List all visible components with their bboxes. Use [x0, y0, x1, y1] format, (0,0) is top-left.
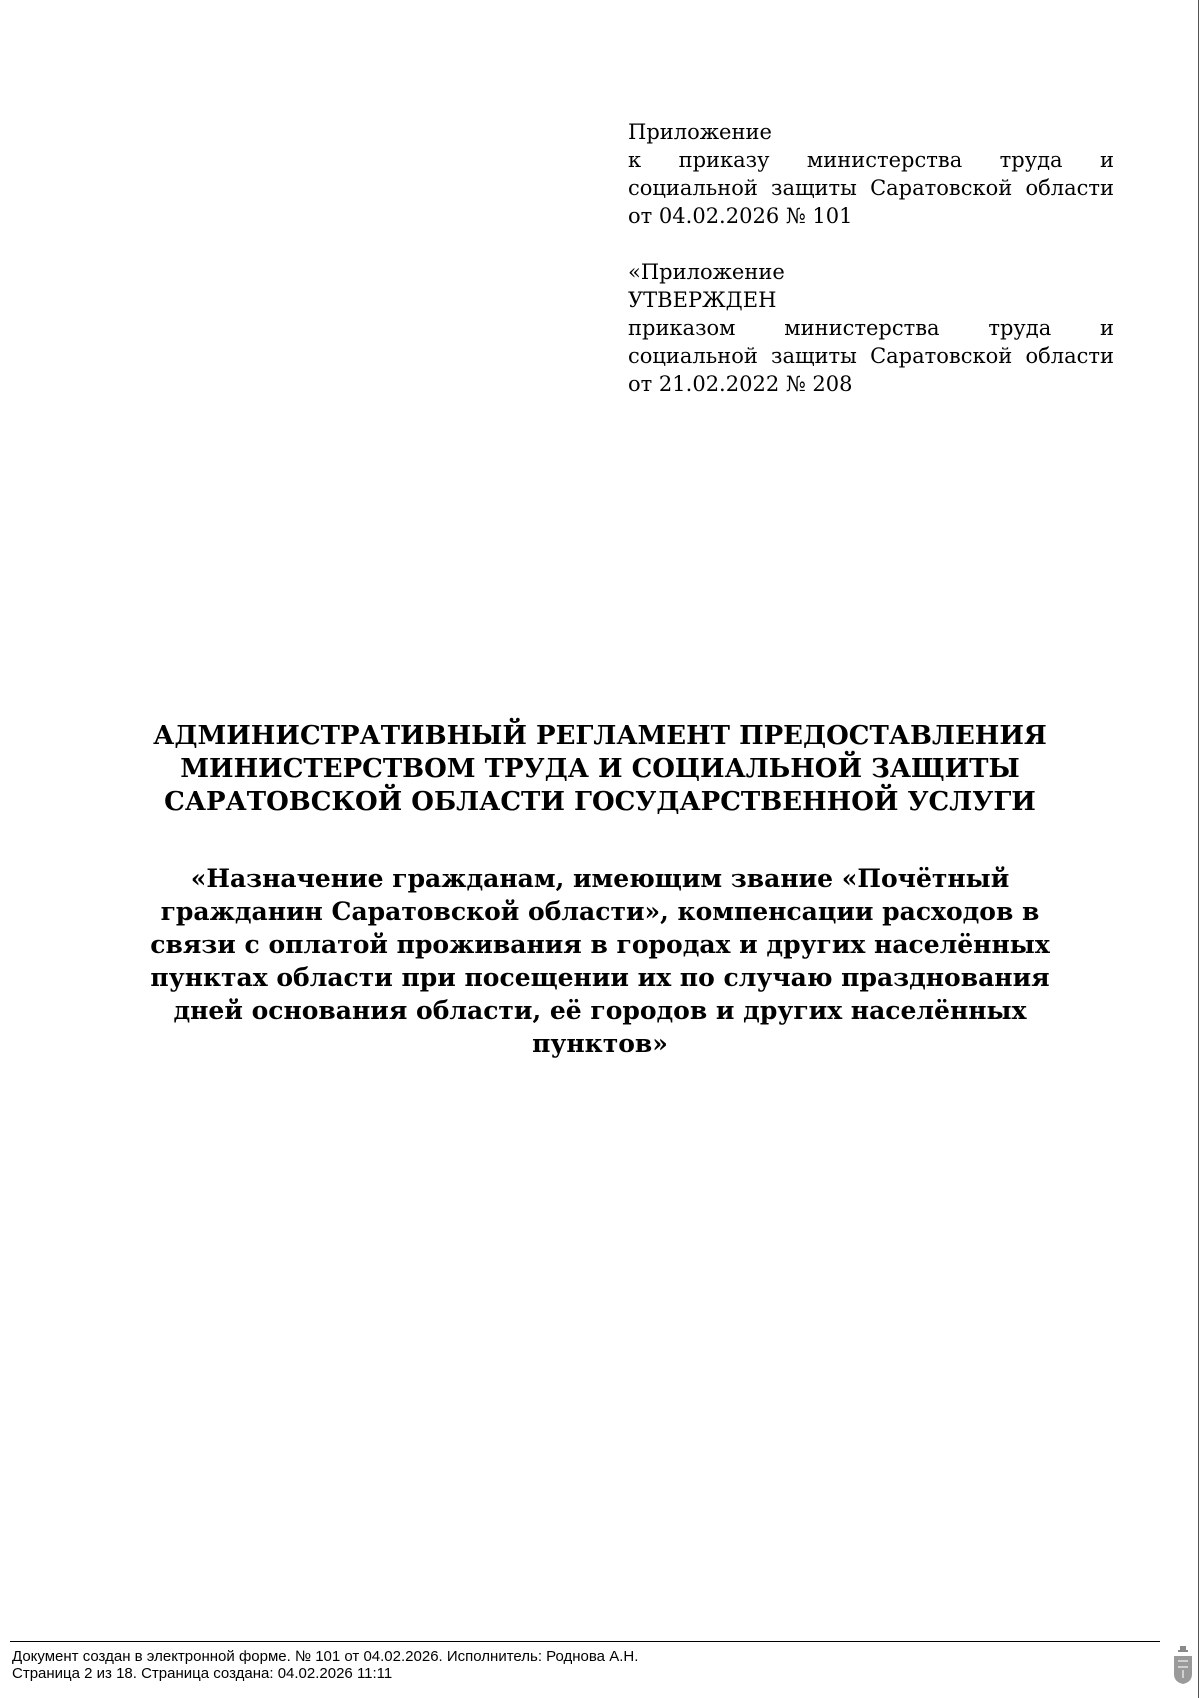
appendix-order-reference: к приказу министерства труда и социальной защиты Саратовской области от 04.02.2026 № 101: [628, 148, 1114, 228]
footer-divider: [10, 1641, 1160, 1642]
appendix-spacer: [628, 230, 1114, 258]
approval-order-reference: приказом министерства труда и социальной защиты Саратовской области от 21.02.2022 № 208: [628, 316, 1114, 396]
appendix-block: [628, 118, 1114, 398]
page-right-edge: [1198, 0, 1199, 1698]
footer-document-info: Документ создан в электронной форме. № 101 от 04.02.2026. Исполнитель: Роднова А.Н.: [12, 1648, 639, 1665]
original-appendix-heading: «Приложение: [628, 260, 785, 284]
footer: [12, 1648, 638, 1682]
regulation-title: АДМИНИСТРАТИВНЫЙ РЕГЛАМЕНТ ПРЕДОСТАВЛЕНИЯ МИНИСТЕРСТВОМ ТРУДА И СОЦИАЛЬНОЙ ЗАЩИТЫ САРАТОВСКОЙ ОБЛАСТИ ГОСУДАРСТВЕННОЙ УСЛУГИ: [153, 721, 1047, 817]
coat-of-arms-icon: [1172, 1644, 1194, 1686]
appendix-heading: Приложение: [628, 120, 772, 144]
approval-stamp-text: УТВЕРЖДЕН: [628, 288, 777, 312]
footer-page-info: Страница 2 из 18. Страница создана: 04.02.2026 11:11: [12, 1665, 393, 1682]
service-name: «Назначение гражданам, имеющим звание «Почётный гражданин Саратовской области», компенсации расходов в связи с оплатой проживания в городах и других населённых пунктах области при посещении их по случаю празднования дней основания области, её городов и других населённых пунктов»: [150, 864, 1050, 1058]
